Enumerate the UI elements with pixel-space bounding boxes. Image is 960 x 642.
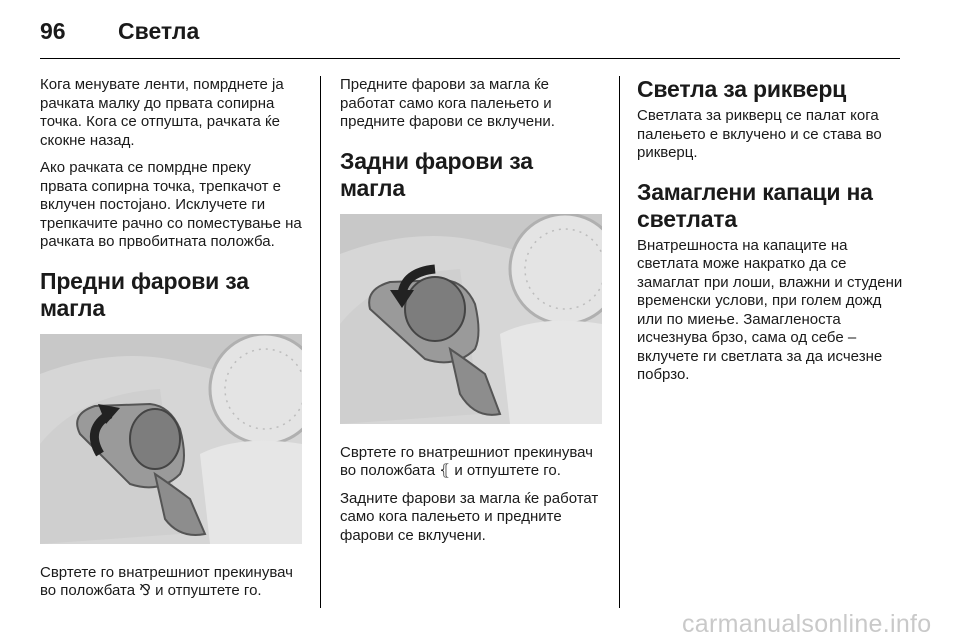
fog-switch-rear-illustration-icon — [340, 214, 602, 424]
caption-rear-fog: Свртете го внатрешниот прекинувач во положбата ⦃ и отпуштете го. — [340, 443, 593, 479]
heading-reversing-lights: Светла за рикверц — [637, 76, 847, 102]
paragraph-indicator-permanent: Ако рачката се помрдне преку првата сопирна точка, трепкачот е вклучен постојано. Исклучете ги трепкачите рачно со поместување на рачката во првобитната положба. — [40, 159, 302, 250]
section-title: Светла — [118, 18, 200, 44]
column-1 — [40, 76, 302, 610]
heading-rear-fog-lights: Задни фарови за магла — [340, 147, 533, 201]
paragraph-misted-covers: Внатрешноста на капаците на светлата може накратко да се замаглат при лоши, влажни и студени временски услови, при голем дожд или по миење. Замагленоста исчезнува брзо, сама од себе – вклучете ги светлата за да исчезне побрзо. — [637, 236, 903, 383]
paragraph-front-fog-operation: Предните фарови за магла ќе работат само кога палењето и предните фарови се вклучени. — [340, 76, 555, 130]
column-3 — [637, 76, 907, 394]
column-divider-1 — [320, 76, 321, 608]
page-header — [40, 18, 199, 48]
paragraph-lane-change: Кога менувате ленти, помрднете ја рачката малку до првата сопирна точка. Кога се отпушта, рачката ќе скокне назад. — [40, 76, 284, 149]
column-2 — [340, 76, 602, 554]
column-divider-2 — [619, 76, 620, 608]
watermark-text: carmanualsonline.info — [682, 610, 932, 638]
front-fog-switch-illustration — [40, 334, 302, 544]
fog-switch-front-illustration-icon — [40, 334, 302, 544]
paragraph-rear-fog-operation: Задните фарови за магла ќе работат само кога палењето и предните фарови се вклучени. — [340, 489, 599, 544]
paragraph-reversing-lights: Светлата за рикверц се палат кога палењето е вклучено и се става во рикверц. — [637, 107, 882, 161]
caption-front-fog: Свртете го внатрешниот прекинувач во положбата ⅋ и отпуштете го. — [40, 563, 293, 599]
page-number: 96 — [40, 18, 66, 44]
heading-front-fog-lights: Предни фарови за магла — [40, 267, 249, 321]
heading-misted-covers: Замаглени капаци на светлата — [637, 178, 873, 232]
rear-fog-switch-illustration — [340, 214, 602, 424]
header-rule — [40, 58, 900, 59]
